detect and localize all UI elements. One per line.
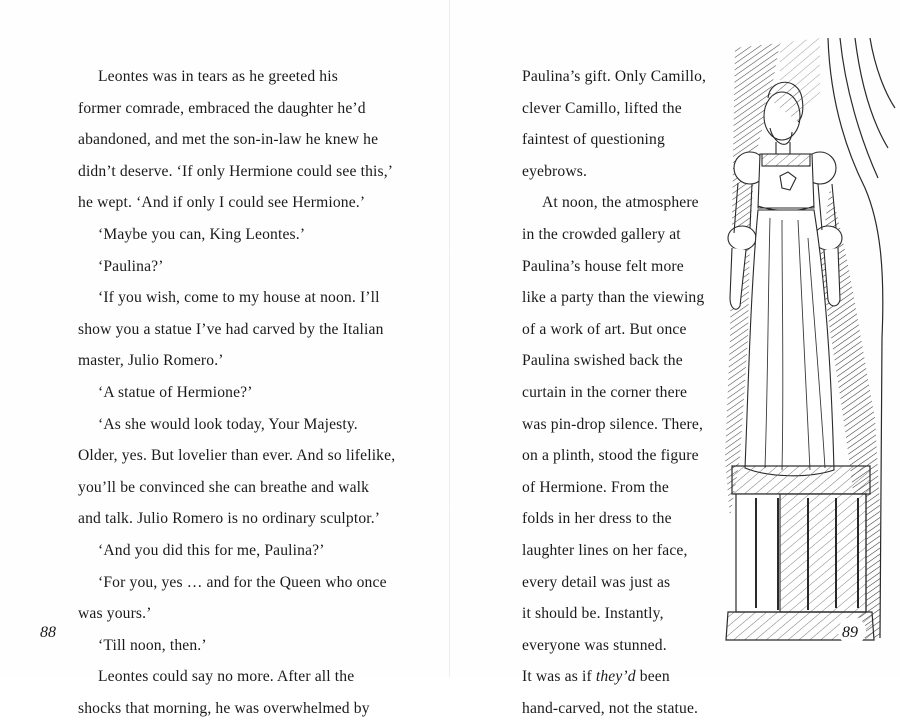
text-line: ‘As she would look today, Your Majesty.	[98, 415, 358, 433]
page-number-right: 89	[842, 624, 858, 641]
text-line: of Hermione. From the	[522, 478, 669, 496]
text-line: was pin-drop silence. There,	[522, 415, 704, 433]
text-line: hand-carved, not the statue.	[522, 699, 699, 717]
text-line: curtain in the corner there	[522, 383, 688, 401]
text-line: it should be. Instantly,	[522, 605, 664, 623]
text-line: shocks that morning, he was overwhelmed by	[78, 699, 370, 717]
text-line: eyebrows.	[522, 162, 588, 180]
text-line: master, Julio Romero.’	[78, 352, 224, 370]
text-line: Leontes could say no more. After all the	[98, 668, 355, 686]
text-line: Leontes was in tears as he greeted his	[98, 68, 338, 85]
text-line	[522, 661, 700, 693]
text-line: on a plinth, stood the figure	[522, 447, 699, 465]
statue-illustration	[710, 38, 900, 658]
text-line: ‘If you wish, come to my house at noon. I’ll	[98, 289, 380, 307]
text-line: former comrade, embraced the daughter he’d	[78, 99, 366, 117]
text-line: show you a statue I’ve had carved by the Italian	[78, 320, 384, 338]
text-line: clever Camillo, lifted the	[522, 99, 682, 117]
italic-emphasis: they’d	[595, 668, 636, 686]
text-line: Paulina’s house felt more	[522, 257, 684, 275]
text-line: of a work of art. But once	[522, 320, 687, 338]
left-page-text	[78, 61, 396, 724]
text-fragment: been	[635, 668, 670, 686]
page-number-left: 88	[40, 624, 56, 641]
text-line: he wept. ‘And if only I could see Hermione.’	[78, 194, 366, 212]
text-line: folds in her dress to the	[522, 510, 672, 528]
text-fragment: It was as if	[522, 668, 596, 686]
left-page	[0, 0, 449, 717]
text-line: abandoned, and met the son-in-law he knew he	[78, 131, 379, 149]
text-line: ‘Maybe you can, King Leontes.’	[98, 225, 306, 243]
text-line: in the crowded gallery at	[522, 225, 681, 243]
text-line: laughter lines on her face,	[522, 541, 688, 559]
text-line: was yours.’	[78, 605, 152, 623]
text-line: ‘Till noon, then.’	[98, 636, 207, 654]
text-line: everyone was stunned.	[522, 636, 667, 654]
text-line: Paulina swished back the	[522, 352, 683, 370]
text-line: you’ll be convinced she can breathe and walk	[78, 478, 370, 496]
plinth	[726, 466, 874, 640]
text-line: ‘Paulina?’	[98, 257, 164, 275]
right-page-text	[522, 61, 707, 724]
text-line: ‘A statue of Hermione?’	[98, 383, 253, 401]
text-line: every detail was just as	[522, 573, 671, 591]
text-line: like a party than the viewing	[522, 289, 705, 307]
text-line: and talk. Julio Romero is no ordinary sculptor.’	[78, 510, 381, 528]
text-line: Older, yes. But lovelier than ever. And so lifelike,	[78, 447, 396, 465]
text-line: ‘For you, yes … and for the Queen who once	[98, 573, 387, 591]
text-line: Paulina’s gift. Only Camillo,	[522, 68, 707, 85]
text-line: faintest of questioning	[522, 131, 665, 149]
text-line: At noon, the atmosphere	[542, 194, 699, 212]
text-line: didn’t deserve. ‘If only Hermione could see this,’	[78, 162, 394, 180]
text-line: ‘And you did this for me, Paulina?’	[98, 541, 325, 559]
